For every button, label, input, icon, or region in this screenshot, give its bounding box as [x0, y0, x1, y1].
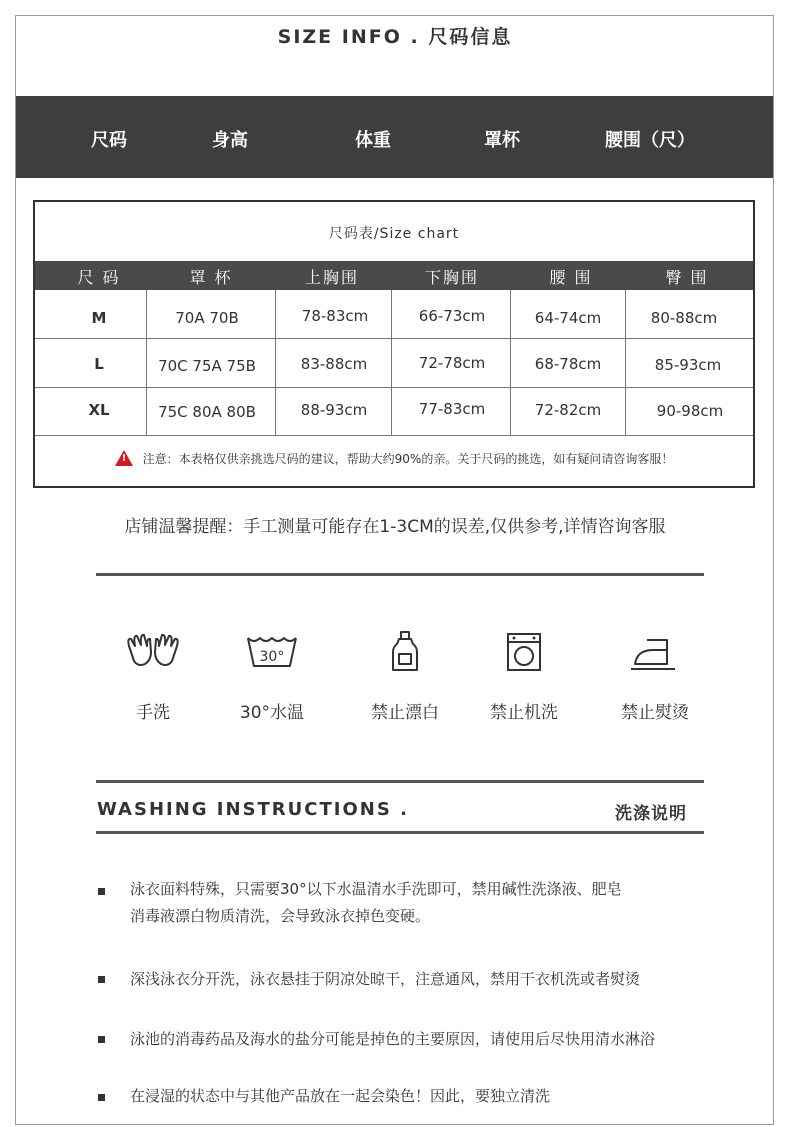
care-item-no-machine-wash [490, 630, 558, 723]
header-waist: 腰 围 [549, 268, 593, 287]
care-label-no-iron: 禁止熨烫 [621, 703, 689, 723]
bullet-icon [98, 888, 105, 895]
divider [96, 573, 704, 576]
care-label-no-machine-wash: 禁止机洗 [490, 703, 558, 723]
water-30-icon [242, 630, 302, 674]
care-item-water-30 [240, 630, 304, 723]
size-chart-note [35, 450, 753, 467]
bullet-icon [98, 976, 105, 983]
no-bleach-icon [375, 630, 435, 674]
washing-item [130, 966, 640, 993]
band-label-weight: 体重 [355, 130, 391, 151]
store-tip: 店铺温馨提醒：手工测量可能存在1-3CM的误差,仅供参考,详情咨询客服 [124, 517, 666, 537]
washing-item-text: 在浸湿的状态中与其他产品放在一起会染色！因此，要独立清洗 [130, 1087, 551, 1105]
care-label-water-30: 30°水温 [239, 703, 305, 723]
grid-line [35, 435, 753, 436]
washing-title-cn: 洗涤说明 [615, 804, 687, 824]
size-chart-note-text: 注意：本表格仅供亲挑选尺码的建议，帮助大约90%的亲。关于尺码的挑选，如有疑问请咨询客服！ [142, 452, 674, 466]
washing-item [130, 1083, 550, 1110]
bullet-icon [98, 1094, 105, 1101]
bullet-icon [98, 1036, 105, 1043]
washing-item [130, 1026, 655, 1053]
table-cell-upper-bust: 88-93cm [300, 401, 368, 419]
table-cell-upper-bust: 83-88cm [300, 355, 368, 373]
header-hip: 臀 围 [665, 268, 709, 287]
divider [96, 780, 704, 783]
page-frame [15, 15, 774, 1125]
svg-text:30°: 30° [259, 649, 285, 665]
washing-title: WASHING INSTRUCTIONS . [97, 799, 409, 820]
page-title: SIZE INFO . 尺码信息 [277, 26, 513, 48]
washing-item-text: 消毒液漂白物质清洗，会导致泳衣掉色变硬。 [130, 907, 431, 925]
header-size: 尺 码 [77, 268, 121, 287]
table-cell-upper-bust: 78-83cm [301, 307, 369, 325]
care-item-no-iron [621, 630, 689, 723]
divider [96, 831, 704, 834]
hand-wash-icon [123, 630, 183, 674]
table-cell-cup: 70A 70B [175, 309, 239, 327]
band-label-waist: 腰围（尺） [605, 130, 695, 151]
table-cell-hip: 80-88cm [650, 309, 718, 327]
size-chart-header [35, 261, 753, 290]
care-item-hand-wash [123, 630, 183, 723]
size-chart-title: 尺码表/Size chart [328, 226, 460, 242]
table-cell-waist: 68-78cm [534, 355, 602, 373]
grid-line [35, 387, 753, 388]
header-under-bust: 下胸围 [424, 268, 480, 287]
table-cell-cup: 70C 75A 75B [158, 357, 256, 375]
table-cell-size: XL [88, 401, 110, 419]
size-info-band [16, 96, 773, 178]
grid-line [391, 290, 392, 436]
table-cell-size: M [91, 309, 107, 327]
no-machine-wash-icon [494, 630, 554, 674]
care-item-no-bleach [371, 630, 439, 723]
no-iron-icon [625, 630, 685, 674]
washing-item-text: 泳池的消毒药品及海水的盐分可能是掉色的主要原因，请使用后尽快用清水淋浴 [130, 1030, 656, 1048]
table-cell-under-bust: 72-78cm [418, 354, 486, 372]
washing-item [130, 876, 622, 930]
size-chart [33, 200, 755, 488]
washing-item-text: 泳衣面料特殊，只需要30°以下水温清水手洗即可，禁用碱性洗涤液、肥皂 [130, 880, 622, 898]
table-cell-hip: 85-93cm [654, 356, 722, 374]
grid-line [510, 290, 511, 436]
band-label-cup: 罩杯 [484, 130, 520, 151]
table-cell-cup: 75C 80A 80B [158, 403, 256, 421]
grid-line [146, 290, 147, 436]
washing-item-text: 深浅泳衣分开洗，泳衣悬挂于阴凉处晾干，注意通风，禁用干衣机洗或者熨烫 [130, 970, 641, 988]
warning-icon [115, 450, 133, 466]
header-upper-bust: 上胸围 [304, 268, 360, 287]
grid-line [275, 290, 276, 436]
table-cell-size: L [94, 355, 104, 373]
table-cell-under-bust: 66-73cm [418, 307, 486, 325]
table-cell-hip: 90-98cm [656, 402, 724, 420]
band-label-height: 身高 [212, 130, 248, 151]
header-cup: 罩 杯 [189, 268, 233, 287]
grid-line [625, 290, 626, 436]
table-cell-waist: 72-82cm [534, 401, 602, 419]
band-label-size: 尺码 [91, 130, 127, 151]
care-label-no-bleach: 禁止漂白 [371, 703, 439, 723]
grid-line [35, 338, 753, 339]
table-cell-waist: 64-74cm [534, 309, 602, 327]
table-cell-under-bust: 77-83cm [418, 400, 486, 418]
care-label-hand-wash: 手洗 [136, 703, 170, 723]
